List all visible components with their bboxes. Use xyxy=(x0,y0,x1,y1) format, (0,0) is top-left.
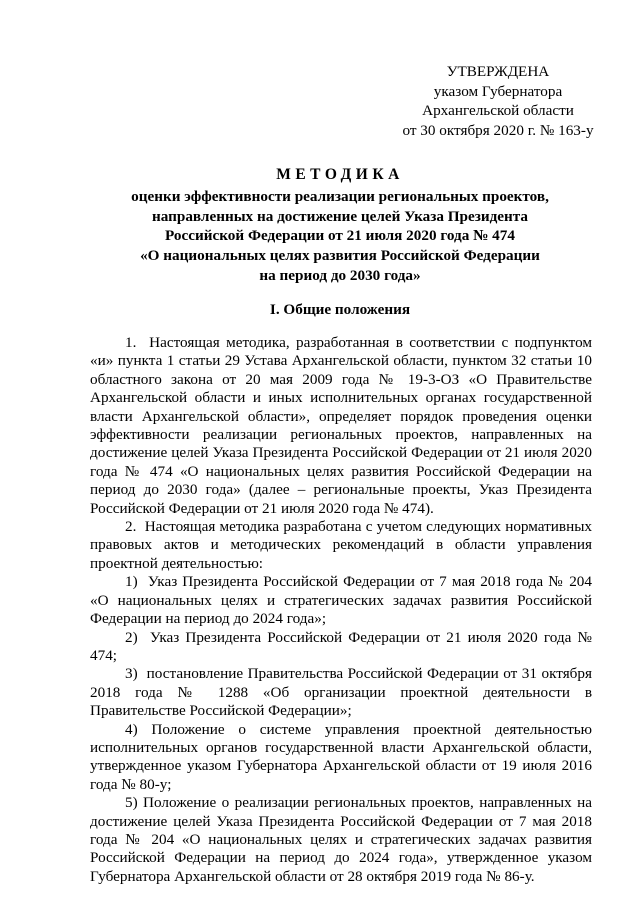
approval-line-region: Архангельской области xyxy=(422,102,574,119)
title-line: оценки эффективности реализации региональных проектов, xyxy=(131,187,549,205)
paragraph-2: 2. Настоящая методика разработана с учетом следующих нормативных правовых актов и методических рекомендаций в области управления проектной деятельностью: xyxy=(90,518,592,572)
title-line: направленных на достижение целей Указа Президента xyxy=(152,207,528,225)
list-item-1: 1) Указ Президента Российской Федерации от 7 мая 2018 года № 204 «О национальных целях и стратегических задачах развития Российской Федерации на период до 2024 года»; xyxy=(90,573,592,628)
title-line: «О национальных целях развития Российской Федерации xyxy=(140,247,540,265)
list-item-5: 5) Положение о реализации региональных проектов, направленных на достижение целей Указа Президента Российской Федерации от 7 мая 2018 года № 204 «О национальных целях и стратегических задачах развития Российской Федерации на период до 2024 года», утвержденное указом Губернатора Архангельской области от 28 октября 2019 года № 86-у. xyxy=(90,794,592,885)
list-item-2: 2) Указ Президента Российской Федерации от 21 июля 2020 года № 474; xyxy=(90,628,592,664)
paragraph-1: 1. Настоящая методика, разработанная в соответствии с подпунктом «и» пункта 1 статьи 29 Устава Архангельской области, пунктом 32 статьи 10 областного закона от 20 мая 2009 года № 19-3-ОЗ «О Правительстве Архангельской области и иных исполнительных органах государственной власти Архангельской области», определяет порядок проведения оценки эффективности реализации региональных проектов, направленных на достижение целей Указа Президента Российской Федерации от 21 июля 2020 года № 474 «О национальных целях развития Российской Федерации на период до 2030 года» (далее – региональные проекты, Указ Президента Российской Федерации от 21 июля 2020 года № 474). xyxy=(90,334,592,517)
list-item-3: 3) постановление Правительства Российской Федерации от 31 октября 2018 года № 1288 «Об организации проектной деятельности в Правительстве Российской Федерации»; xyxy=(90,665,592,720)
approval-stamp xyxy=(380,62,616,140)
approval-line-date: от 30 октября 2020 г. № 163-у xyxy=(402,121,594,139)
approval-line-approved: УТВЕРЖДЕНА xyxy=(446,63,550,80)
title-main: МЕТОДИКА xyxy=(276,166,404,183)
title-line: Российской Федерации от 21 июля 2020 года № 474 xyxy=(165,227,515,245)
section-heading: I. Общие положения xyxy=(269,301,411,318)
list-item-4: 4) Положение о системе управления проектной деятельностью исполнительных органов государственной власти Архангельской области, утвержденное указом Губернатора Архангельской области от 19 июля 2016 года № 80-у; xyxy=(90,720,592,793)
title-line: на период до 2030 года» xyxy=(259,266,421,284)
document-body xyxy=(90,334,592,886)
approval-line-decree: указом Губернатора xyxy=(433,82,563,100)
document-title xyxy=(90,165,590,286)
